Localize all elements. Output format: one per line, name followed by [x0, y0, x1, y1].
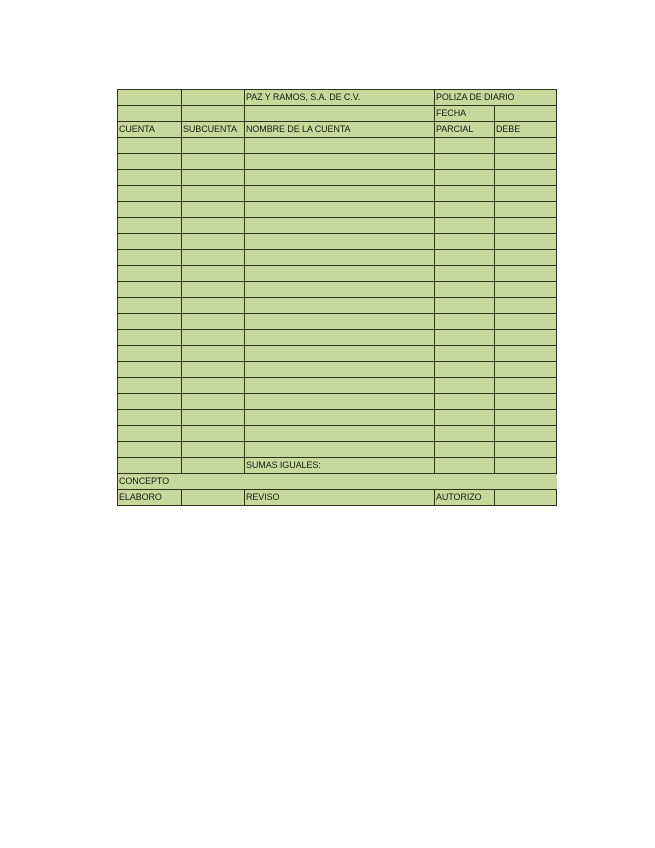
- subcuenta-cell[interactable]: [182, 346, 245, 362]
- table-row: [118, 170, 557, 186]
- cuenta-cell[interactable]: [118, 362, 182, 378]
- cuenta-cell[interactable]: [118, 234, 182, 250]
- nombre-cell[interactable]: [245, 138, 435, 154]
- cuenta-cell[interactable]: [118, 154, 182, 170]
- table-row: [118, 410, 557, 426]
- concepto-label: CONCEPTO: [118, 474, 182, 490]
- subcuenta-cell[interactable]: [182, 362, 245, 378]
- cuenta-cell[interactable]: [118, 378, 182, 394]
- debe-cell[interactable]: [495, 442, 557, 458]
- nombre-cell[interactable]: [245, 442, 435, 458]
- fecha-label: FECHA: [435, 106, 495, 122]
- table-row: [118, 330, 557, 346]
- sumas-parcial-cell[interactable]: [435, 458, 495, 474]
- subcuenta-cell[interactable]: [182, 250, 245, 266]
- parcial-cell[interactable]: [435, 282, 495, 298]
- column-header-row: [118, 122, 557, 138]
- subcuenta-cell[interactable]: [182, 138, 245, 154]
- debe-cell[interactable]: [495, 266, 557, 282]
- nombre-cell[interactable]: [245, 266, 435, 282]
- table-row: [118, 314, 557, 330]
- sumas-label: SUMAS IGUALES:: [245, 458, 435, 474]
- subcuenta-cell[interactable]: [182, 266, 245, 282]
- nombre-cell[interactable]: [245, 330, 435, 346]
- debe-cell[interactable]: [495, 314, 557, 330]
- nombre-cell[interactable]: [245, 218, 435, 234]
- nombre-cell[interactable]: [245, 154, 435, 170]
- debe-cell[interactable]: [495, 346, 557, 362]
- nombre-cell[interactable]: [245, 362, 435, 378]
- cuenta-cell[interactable]: [118, 170, 182, 186]
- subcuenta-cell[interactable]: [182, 202, 245, 218]
- cuenta-cell[interactable]: [118, 442, 182, 458]
- fecha-value-cell[interactable]: [495, 106, 557, 122]
- cell[interactable]: [118, 458, 182, 474]
- table-row: [118, 202, 557, 218]
- subcuenta-cell[interactable]: [182, 314, 245, 330]
- subcuenta-cell[interactable]: [182, 234, 245, 250]
- cell[interactable]: [245, 106, 435, 122]
- debe-cell[interactable]: [495, 234, 557, 250]
- subcuenta-cell[interactable]: [182, 298, 245, 314]
- autorizo-signature-cell[interactable]: [495, 490, 557, 506]
- parcial-cell[interactable]: [435, 154, 495, 170]
- cuenta-cell[interactable]: [118, 298, 182, 314]
- nombre-cell[interactable]: [245, 314, 435, 330]
- parcial-cell[interactable]: [435, 234, 495, 250]
- subcuenta-cell[interactable]: [182, 410, 245, 426]
- autorizo-label: AUTORIZO: [435, 490, 495, 506]
- subcuenta-cell[interactable]: [182, 154, 245, 170]
- table-row: [118, 138, 557, 154]
- subcuenta-cell[interactable]: [182, 330, 245, 346]
- cuenta-cell[interactable]: [118, 266, 182, 282]
- debe-cell[interactable]: [495, 138, 557, 154]
- table-row: [118, 362, 557, 378]
- cuenta-cell[interactable]: [118, 330, 182, 346]
- parcial-cell[interactable]: [435, 346, 495, 362]
- elaboro-signature-cell[interactable]: [182, 490, 245, 506]
- table-row: [118, 394, 557, 410]
- cuenta-cell[interactable]: [118, 218, 182, 234]
- parcial-cell[interactable]: [435, 250, 495, 266]
- subcuenta-cell[interactable]: [182, 426, 245, 442]
- debe-cell[interactable]: [495, 330, 557, 346]
- column-header-nombre: NOMBRE DE LA CUENTA: [245, 122, 435, 138]
- debe-cell[interactable]: [495, 186, 557, 202]
- concepto-row: [118, 474, 557, 490]
- nombre-cell[interactable]: [245, 282, 435, 298]
- debe-cell[interactable]: [495, 154, 557, 170]
- nombre-cell[interactable]: [245, 426, 435, 442]
- table-row: [118, 234, 557, 250]
- debe-cell[interactable]: [495, 250, 557, 266]
- nombre-cell[interactable]: [245, 298, 435, 314]
- cell[interactable]: [182, 458, 245, 474]
- nombre-cell[interactable]: [245, 234, 435, 250]
- subcuenta-cell[interactable]: [182, 394, 245, 410]
- column-header-cuenta: CUENTA: [118, 122, 182, 138]
- table-row: [118, 282, 557, 298]
- debe-cell[interactable]: [495, 218, 557, 234]
- table-row: [118, 298, 557, 314]
- table-row: [118, 218, 557, 234]
- debe-cell[interactable]: [495, 394, 557, 410]
- subcuenta-cell[interactable]: [182, 282, 245, 298]
- parcial-cell[interactable]: [435, 202, 495, 218]
- table-row: [118, 154, 557, 170]
- signature-row: [118, 490, 557, 506]
- column-header-parcial: PARCIAL: [435, 122, 495, 138]
- table-row: [118, 266, 557, 282]
- parcial-cell[interactable]: [435, 410, 495, 426]
- nombre-cell[interactable]: [245, 394, 435, 410]
- nombre-cell[interactable]: [245, 346, 435, 362]
- cuenta-cell[interactable]: [118, 186, 182, 202]
- cell[interactable]: [118, 106, 182, 122]
- table-row: [118, 378, 557, 394]
- poliza-sheet: [117, 89, 556, 506]
- nombre-cell[interactable]: [245, 186, 435, 202]
- cuenta-cell[interactable]: [118, 138, 182, 154]
- parcial-cell[interactable]: [435, 394, 495, 410]
- parcial-cell[interactable]: [435, 138, 495, 154]
- nombre-cell[interactable]: [245, 202, 435, 218]
- subcuenta-cell[interactable]: [182, 218, 245, 234]
- company-name: PAZ Y RAMOS, S.A. DE C.V.: [245, 90, 435, 106]
- column-header-debe: DEBE: [495, 122, 557, 138]
- parcial-cell[interactable]: [435, 362, 495, 378]
- table-row: [118, 250, 557, 266]
- table-row: [118, 186, 557, 202]
- parcial-cell[interactable]: [435, 218, 495, 234]
- cuenta-cell[interactable]: [118, 346, 182, 362]
- reviso-label: REVISO: [245, 490, 435, 506]
- elaboro-label: ELABORO: [118, 490, 182, 506]
- table-row: [118, 426, 557, 442]
- document-type: POLIZA DE DIARIO: [435, 90, 557, 106]
- parcial-cell[interactable]: [435, 314, 495, 330]
- subcuenta-cell[interactable]: [182, 378, 245, 394]
- parcial-cell[interactable]: [435, 378, 495, 394]
- nombre-cell[interactable]: [245, 250, 435, 266]
- cuenta-cell[interactable]: [118, 250, 182, 266]
- debe-cell[interactable]: [495, 426, 557, 442]
- cell[interactable]: [118, 90, 182, 106]
- parcial-cell[interactable]: [435, 298, 495, 314]
- column-header-subcuenta: SUBCUENTA: [182, 122, 245, 138]
- poliza-table: [117, 89, 557, 506]
- cell[interactable]: [182, 90, 245, 106]
- parcial-cell[interactable]: [435, 266, 495, 282]
- cuenta-cell[interactable]: [118, 394, 182, 410]
- parcial-cell[interactable]: [435, 186, 495, 202]
- nombre-cell[interactable]: [245, 170, 435, 186]
- cuenta-cell[interactable]: [118, 314, 182, 330]
- cuenta-cell[interactable]: [118, 410, 182, 426]
- debe-cell[interactable]: [495, 170, 557, 186]
- subcuenta-cell[interactable]: [182, 170, 245, 186]
- cuenta-cell[interactable]: [118, 282, 182, 298]
- debe-cell[interactable]: [495, 202, 557, 218]
- parcial-cell[interactable]: [435, 426, 495, 442]
- debe-cell[interactable]: [495, 362, 557, 378]
- header-row-fecha: [118, 106, 557, 122]
- sumas-debe-cell[interactable]: [495, 458, 557, 474]
- subcuenta-cell[interactable]: [182, 186, 245, 202]
- table-row: [118, 442, 557, 458]
- cuenta-cell[interactable]: [118, 426, 182, 442]
- concepto-field[interactable]: [182, 474, 557, 490]
- cell[interactable]: [182, 106, 245, 122]
- debe-cell[interactable]: [495, 298, 557, 314]
- table-row: [118, 346, 557, 362]
- debe-cell[interactable]: [495, 282, 557, 298]
- subcuenta-cell[interactable]: [182, 442, 245, 458]
- debe-cell[interactable]: [495, 410, 557, 426]
- header-row-company: [118, 90, 557, 106]
- nombre-cell[interactable]: [245, 410, 435, 426]
- debe-cell[interactable]: [495, 378, 557, 394]
- sumas-row: [118, 458, 557, 474]
- parcial-cell[interactable]: [435, 330, 495, 346]
- parcial-cell[interactable]: [435, 442, 495, 458]
- cuenta-cell[interactable]: [118, 202, 182, 218]
- nombre-cell[interactable]: [245, 378, 435, 394]
- parcial-cell[interactable]: [435, 170, 495, 186]
